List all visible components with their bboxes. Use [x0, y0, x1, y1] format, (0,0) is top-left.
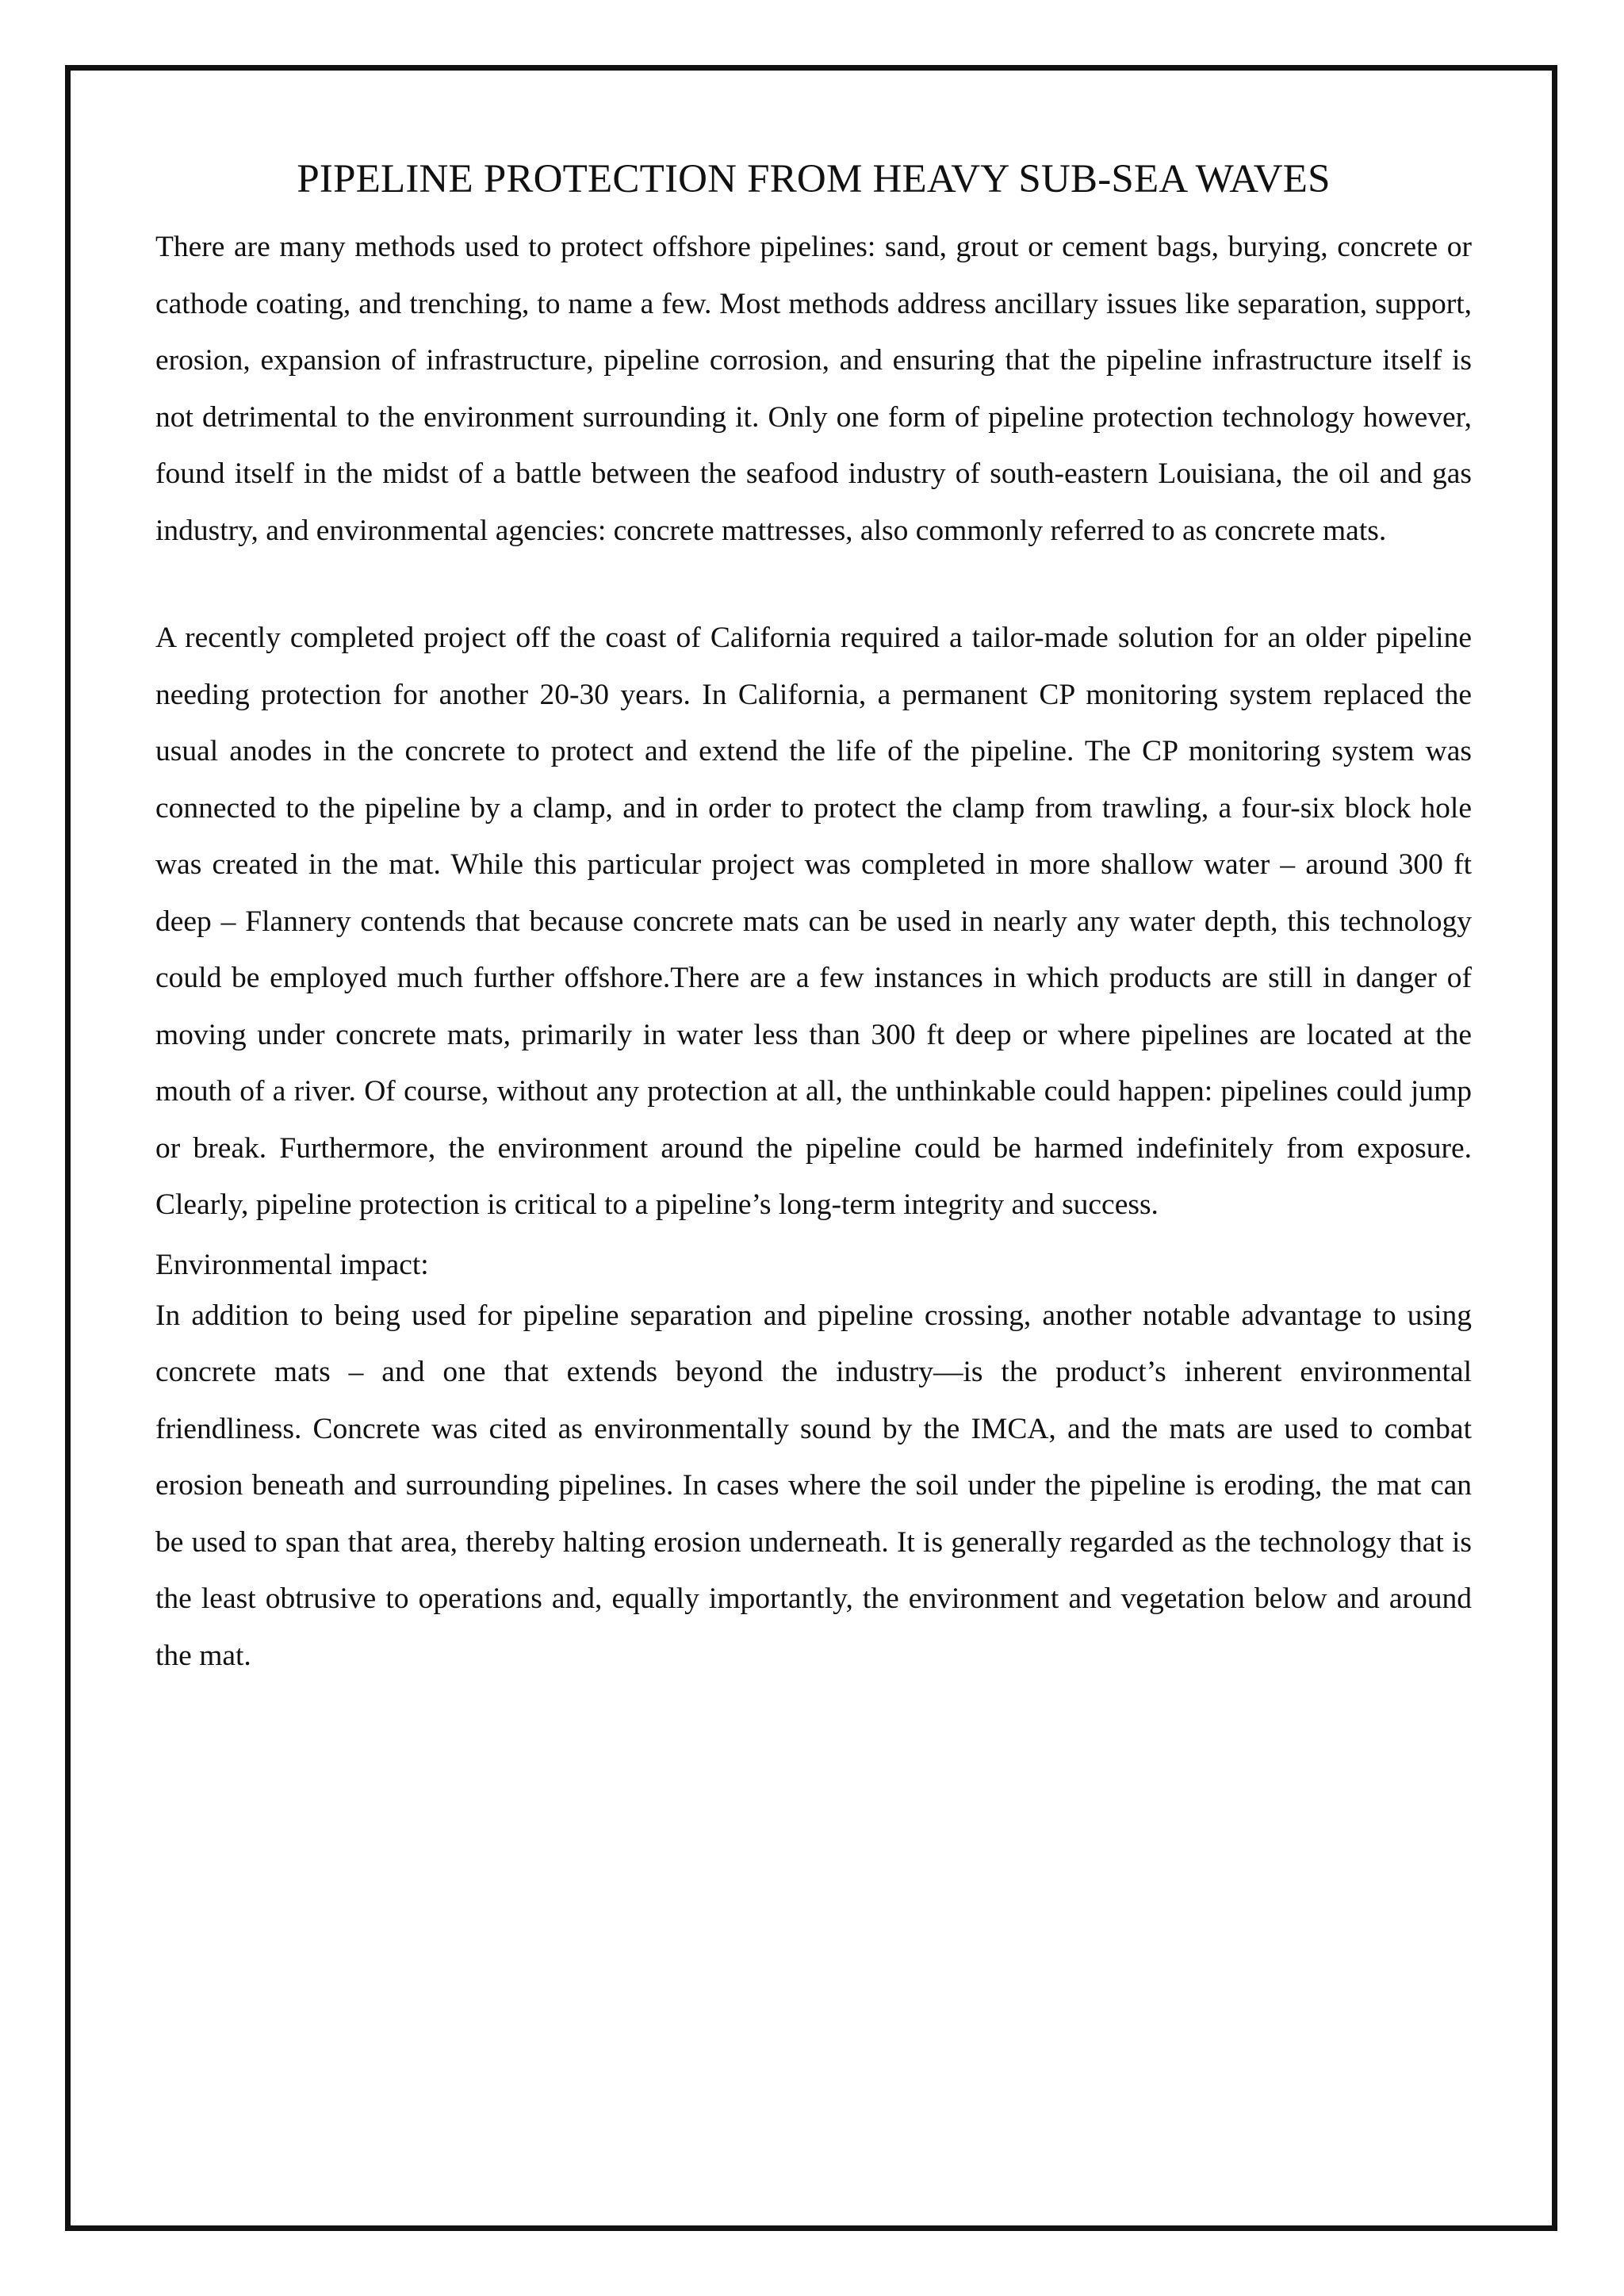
- california-project-paragraph: A recently completed project off the coast of California required a tailor-made solution for an older pipeline needing protection for another 20-30 years. In California, a permanent CP monitoring system replaced the usual anodes in the concrete to protect and extend the life of the pipeline. The CP monitoring system was connected to the pipeline by a clamp, and in order to protect the clamp from trawling, a four-six block hole was created in the mat. While this particular project was completed in more shallow water – around 300 ft deep – Flannery contends that because concrete mats can be used in nearly any water depth, this technology could be employed much further offshore.There are a few instances in which products are still in danger of moving under concrete mats, primarily in water less than 300 ft deep or where pipelines are located at the mouth of a river. Of course, without any protection at all, the unthinkable could happen: pipelines could jump or break. Furthermore, the environment around the pipeline could be harmed indefinitely from exposure. Clearly, pipeline protection is critical to a pipeline’s long-term integrity and success.: [155, 622, 1472, 1221]
- environmental-impact-heading: Environmental impact:: [155, 1248, 429, 1281]
- document-body: [155, 151, 1472, 1684]
- intro-paragraph: There are many methods used to protect offshore pipelines: sand, grout or cement bags, burying, concrete or cathode coating, and trenching, to name a few. Most methods address ancillary issues like separation, support, erosion, expansion of infrastructure, pipeline corrosion, and ensuring that the pipeline infrastructure itself is not detrimental to the environment surrounding it. Only one form of pipeline protection technology however, found itself in the midst of a battle between the seafood industry of south-eastern Louisiana, the oil and gas industry, and environmental agencies: concrete mattresses, also commonly referred to as concrete mats.: [155, 231, 1472, 547]
- document-title: PIPELINE PROTECTION FROM HEAVY SUB-SEA WAVES: [297, 157, 1331, 201]
- environmental-impact-paragraph: In addition to being used for pipeline separation and pipeline crossing, another notable advantage to using concrete mats – and one that extends beyond the industry—is the product’s inherent environmental friendliness. Concrete was cited as environmentally sound by the IMCA, and the mats are used to combat erosion beneath and surrounding pipelines. In cases where the soil under the pipeline is eroding, the mat can be used to span that area, thereby halting erosion underneath. It is generally regarded as the technology that is the least obtrusive to operations and, equally importantly, the environment and vegetation below and around the mat.: [155, 1299, 1472, 1672]
